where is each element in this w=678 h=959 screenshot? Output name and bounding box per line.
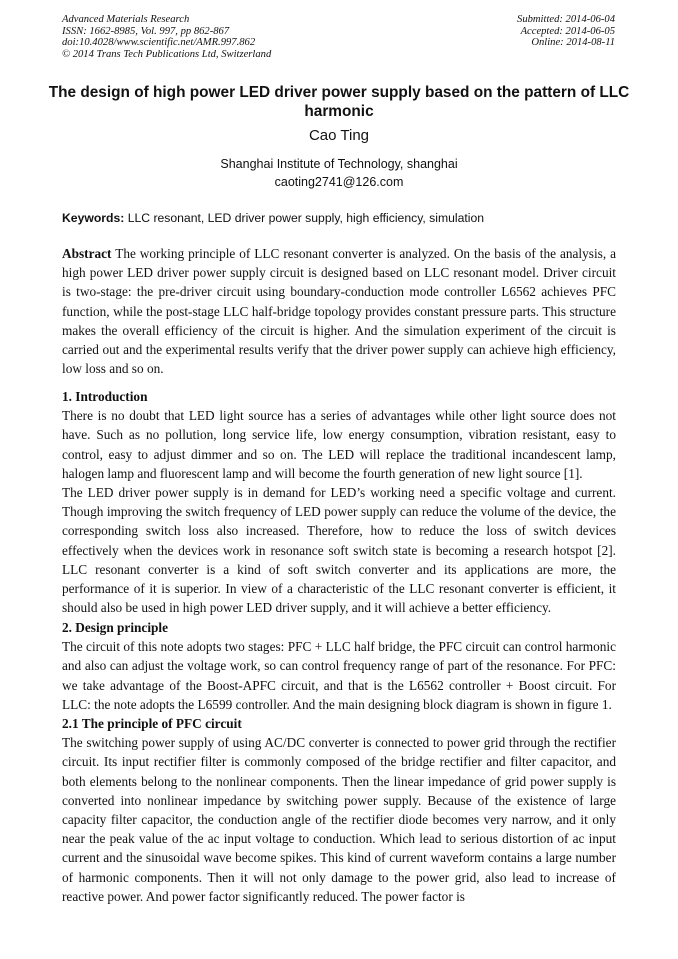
paragraph: The LED driver power supply is in demand for LED’s working need a specific voltage and current. Though improving the switch frequency of LED power supply can reduce the volume of the device, the corresponding switch loss also increased. Therefore, how to reduce the loss of switch devices effectively when the devices work in resonance soft switch state is becoming a research hotspot [2]. LLC resonant converter is a kind of soft switch converter and its applications are more, the performance of it is superior. In view of a characteristic of the LLC resonant converter is efficient, it should also be used in high power LED driver supply, and it will achieve a better efficiency.: [62, 485, 616, 616]
author-email: caoting2741@126.com: [274, 175, 404, 189]
abstract-label: Abstract: [62, 246, 112, 261]
journal-name: Advanced Materials Research: [62, 14, 190, 25]
publication-dates: [517, 14, 615, 49]
affiliation: Shanghai Institute of Technology, shanghai: [220, 157, 458, 171]
section-introduction: [62, 387, 616, 617]
section-heading-introduction: 1. Introduction: [62, 389, 148, 404]
author-name: Cao Ting: [308, 127, 370, 144]
paper-title: The design of high power LED driver power supply based on the pattern of LLC harmonic: [48, 84, 630, 120]
section-heading-design-principle: 2. Design principle: [62, 620, 169, 635]
submitted-date: Submitted: 2014-06-04: [517, 14, 615, 25]
copyright-line: © 2014 Trans Tech Publications Ltd, Switzerland: [62, 48, 272, 60]
keywords-label: Keywords:: [62, 211, 125, 225]
journal-info: [62, 14, 271, 60]
keywords-text: LLC resonant, LED driver power supply, high efficiency, simulation: [124, 211, 485, 225]
subsection-heading-pfc: 2.1 The principle of PFC circuit: [62, 716, 242, 732]
keywords: [62, 210, 618, 226]
issn-line: ISSN: 1662-8985, Vol. 997, pp 862-867: [62, 25, 230, 37]
paragraph: The circuit of this note adopts two stages: PFC + LLC half bridge, the PFC circuit can control harmonic and also can adjust the voltage work, so can control frequency range of part of the resonance. For PFC: we take advantage of the Boost-APFC circuit, and that is the L6562 controller + Boost circuit. For LLC: the note adopts the L6599 controller. And the main designing block diagram is shown in figure 1.: [62, 639, 616, 712]
paragraph: There is no doubt that LED light source has a series of advantages while other light source does not have. Such as no pollution, long service life, low energy consumption, vibration resistant, easy to control, easy to adjust dimmer and so on. The LED will replace the traditional incandescent lamp, halogen lamp and fluorescent lamp and will become the fourth generation of new light source [1].: [62, 408, 616, 481]
affiliation-block: [0, 155, 678, 191]
abstract-text: The working principle of LLC resonant converter is analyzed. On the basis of the analysis, a high power LED driver power supply circuit is designed based on LLC resonant model. Driver circuit is two-stage: the pre-driver circuit using boundary-conduction mode controller L6562 achieves PFC function, while the post-stage LLC half-bridge topology provides constant pressure parts. This structure makes the overall efficiency of the circuit is higher. And the simulation experiment of the circuit is carried out and the experimental results verify that the driver power supply can achieve high efficiency, low loss and so on.: [62, 246, 616, 377]
paragraph: The switching power supply of using AC/DC converter is connected to power grid through the rectifier circuit. Its input rectifier filter is commonly composed of the bridge rectifier and filter capacitor, and both elements belong to the nonlinear components. Then the linear impedance of grid power supply is converted into nonlinear impedance by switching power supply. Because of the existence of large capacity filter capacitor, the conduction angle of the rectifier diode becomes very narrow, and it only near the peak value of the ac input voltage to conduction. Which lead to serious distortion of ac input current and the sinusoidal wave become spikes. This kind of current waveform contains a large number of harmonic components. Then it will not only damage to the power grid, also lead to increase of reactive power. And power factor significantly reduced. The power factor is: [62, 735, 616, 904]
doi-line: doi:10.4028/www.scientific.net/AMR.997.862: [62, 37, 256, 49]
section-design-principle: [62, 618, 616, 906]
accepted-date: Accepted: 2014-06-05: [520, 25, 615, 37]
online-date: Online: 2014-08-11: [531, 37, 615, 49]
abstract: [62, 244, 616, 378]
